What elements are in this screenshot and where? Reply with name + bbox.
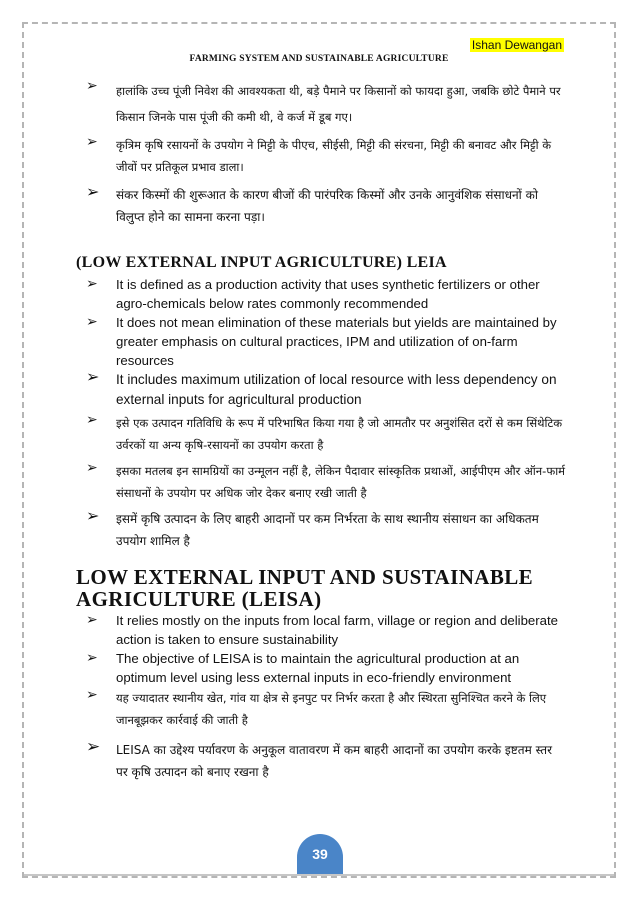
leisa-list (86, 611, 566, 783)
list-item-text: It is defined as a production activity that uses synthetic fertilizers or other agro-chemicals below rates commonly recommended (116, 277, 540, 311)
list-item (86, 184, 566, 228)
list-item (86, 370, 566, 410)
list-item (86, 508, 566, 552)
arrow-bullet-icon: ➢ (86, 134, 98, 150)
arrow-bullet-icon: ➢ (86, 649, 98, 665)
list-item (86, 687, 566, 731)
list-item (86, 275, 566, 313)
list-item (86, 611, 566, 649)
footer-line (24, 874, 614, 876)
arrow-bullet-icon: ➢ (86, 78, 98, 94)
leisa-heading-line2: AGRICULTURE (LEISA) (76, 587, 322, 611)
arrow-bullet-icon: ➢ (86, 412, 98, 428)
leia-list (86, 275, 566, 552)
arrow-bullet-icon: ➢ (86, 737, 101, 757)
intro-list (86, 78, 566, 228)
arrow-bullet-icon: ➢ (86, 687, 98, 703)
leia-heading: (LOW EXTERNAL INPUT AGRICULTURE) LEIA (76, 254, 447, 271)
arrow-bullet-icon: ➢ (86, 182, 100, 201)
list-item-text: यह ज्यादातर स्थानीय खेत, गांव या क्षेत्र से इनपुट पर निर्भर करता है और स्थिरता सुनिश्चित करने के लिए जानबूझकर कार्रवाई की जाती है (116, 691, 547, 727)
list-item-text: The objective of LEISA is to maintain the agricultural production at an optimum level using less external inputs in eco-friendly environment (116, 651, 520, 685)
list-item-text: इसे एक उत्पादन गतिविधि के रूप में परिभाषित किया गया है जो आमतौर पर अनुशंसित दरों से कम सिंथेटिक उर्वरकों या अन्य कृषि-रसायनों का उपयोग करता है (116, 416, 563, 452)
page-number: 39 (297, 834, 343, 874)
arrow-bullet-icon: ➢ (86, 313, 98, 329)
list-item-text: कृत्रिम कृषि रसायनों के उपयोग ने मिट्टी के पीएच, सीईसी, मिट्टी की संरचना, मिट्टी की बनावट और मिट्टी के जीवों पर प्रतिकूल प्रभाव डाला। (116, 138, 552, 174)
list-item (86, 739, 566, 783)
arrow-bullet-icon: ➢ (86, 611, 98, 627)
list-item-text: It relies mostly on the inputs from local farm, village or region and deliberate action is taken to ensure sustainability (116, 613, 558, 647)
list-item (86, 460, 566, 504)
leisa-heading (76, 566, 566, 610)
list-item-text: इसका मतलब इन सामग्रियों का उन्मूलन नहीं है, लेकिन पैदावार सांस्कृतिक प्रथाओं, आईपीएम और ऑन-फार्म संसाधनों के उपयोग पर अधिक जोर देकर बनाए रखी जाती है (116, 464, 566, 500)
list-item-text: It does not mean elimination of these materials but yields are maintained by greater emphasis on cultural practices, IPM and utilization of on-farm resources (116, 315, 557, 368)
list-item-text: It includes maximum utilization of local resource with less dependency on external inputs for agricultural production (116, 372, 557, 407)
author-name: Ishan Dewangan (471, 38, 562, 52)
arrow-bullet-icon: ➢ (86, 460, 98, 476)
arrow-bullet-icon: ➢ (86, 275, 98, 291)
list-item-text: संकर किस्मों की शुरूआत के कारण बीजों की पारंपरिक किस्मों और उनके आनुवंशिक संसाधनों को विलुप्त होने का सामना करना पड़ा। (116, 188, 538, 224)
list-item (86, 313, 566, 370)
list-item (86, 78, 566, 130)
list-item-text: हालांकि उच्च पूंजी निवेश की आवश्यकता थी, बड़े पैमाने पर किसानों को फायदा हुआ, जबकि छोटे पैमाने पर किसान जिनके पास पूंजी की कमी थी, वे कर्ज में डूब गए। (116, 84, 561, 124)
list-item-text: LEISA का उद्देश्य पर्यावरण के अनुकूल वातावरण में कम बाहरी आदानों का उपयोग करके इष्टतम स्तर पर कृषि उत्पादन को बनाए रखना है (116, 743, 553, 779)
running-title: FARMING SYSTEM AND SUSTAINABLE AGRICULTURE (189, 54, 449, 64)
list-item (86, 134, 566, 178)
list-item (86, 649, 566, 687)
page-content (76, 78, 566, 783)
leisa-heading-line1: LOW EXTERNAL INPUT AND SUSTAINABLE (76, 565, 534, 589)
arrow-bullet-icon: ➢ (86, 369, 100, 386)
list-item (86, 412, 566, 456)
list-item-text: इसमें कृषि उत्पादन के लिए बाहरी आदानों पर कम निर्भरता के साथ स्थानीय संसाधन का अधिकतम उपयोग शामिल है (116, 512, 539, 548)
arrow-bullet-icon: ➢ (86, 506, 100, 525)
